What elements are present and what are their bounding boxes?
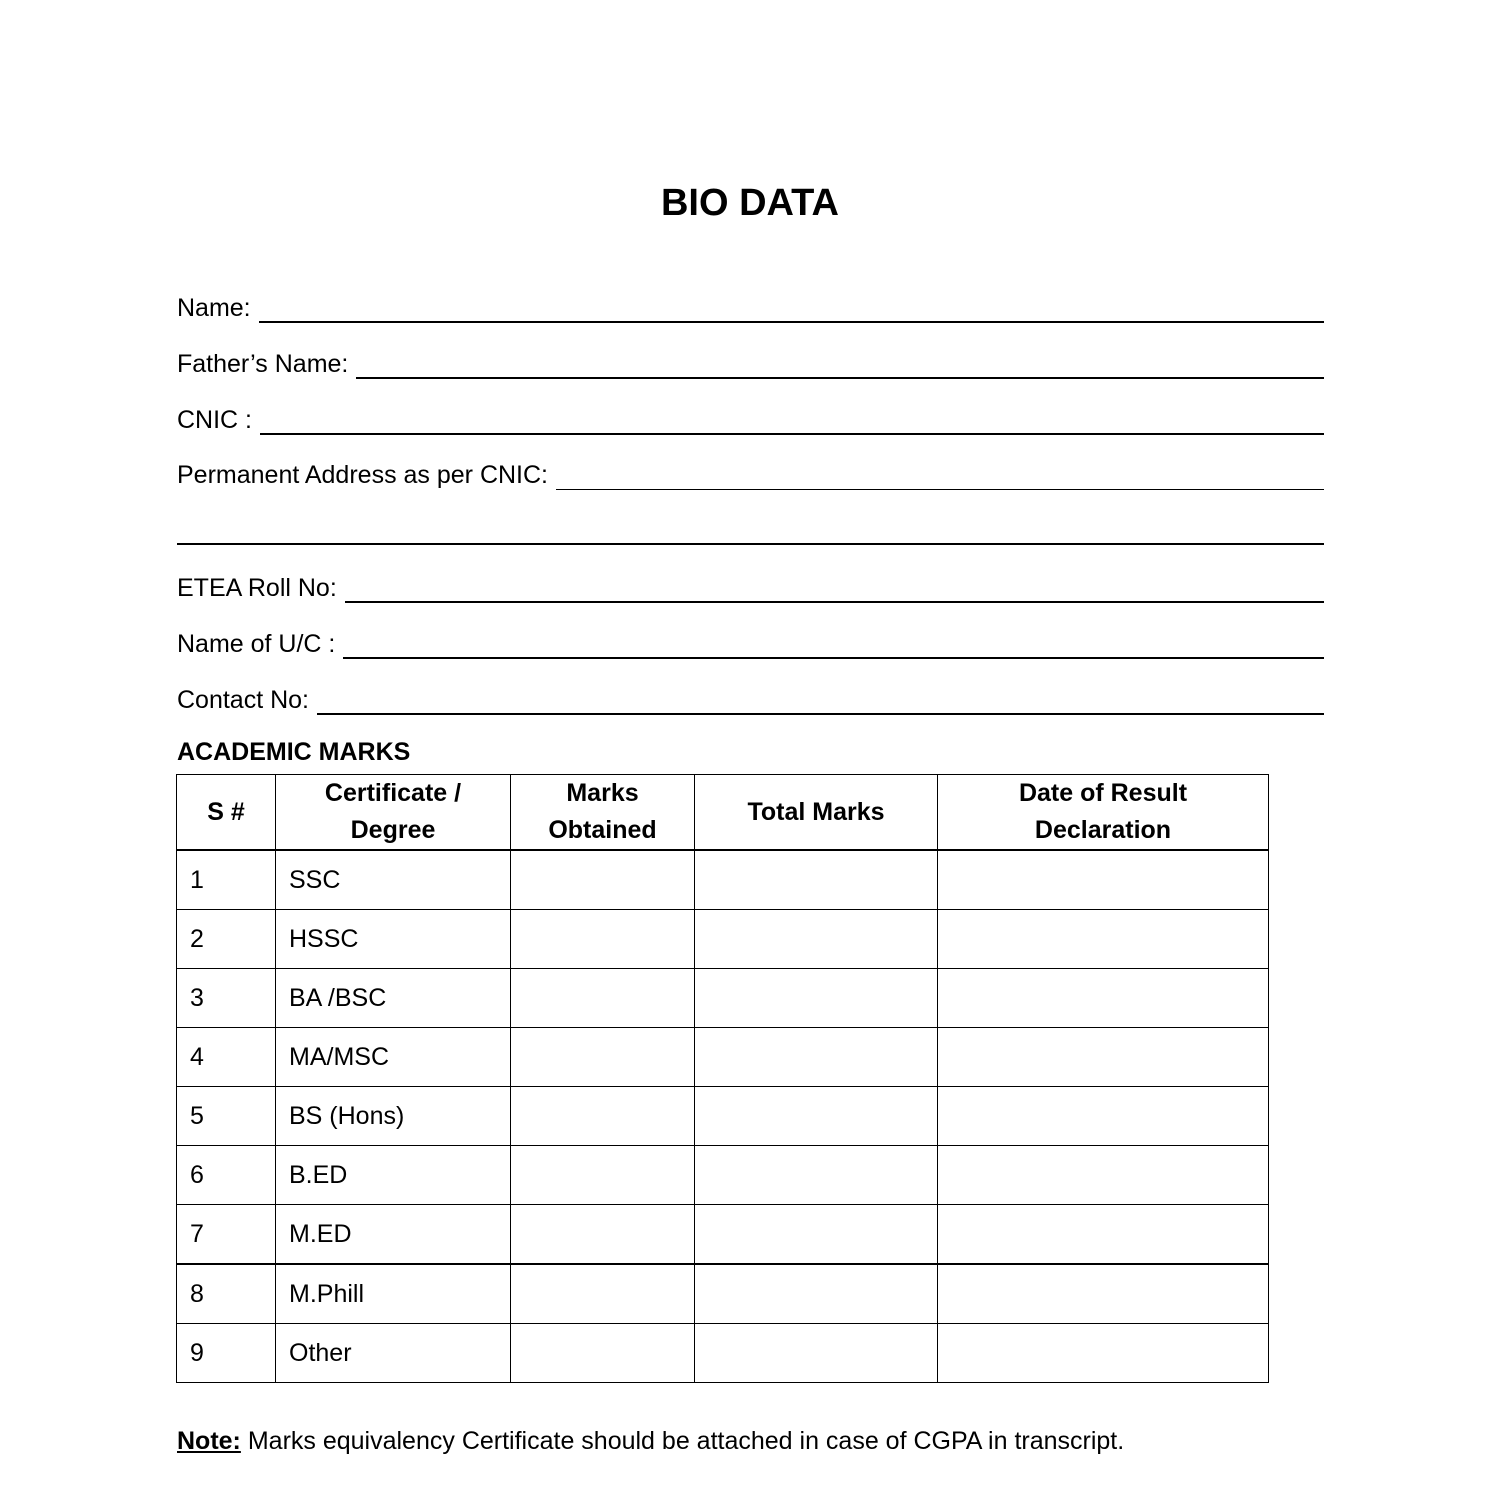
- father-name-input-line[interactable]: [356, 377, 1324, 379]
- cell-marks-obtained[interactable]: [511, 1028, 695, 1087]
- academic-marks-heading: ACADEMIC MARKS: [177, 738, 411, 766]
- uc-name-input-line[interactable]: [343, 657, 1324, 659]
- cell-total-marks[interactable]: [695, 850, 938, 910]
- cell-sno: 7: [177, 1205, 276, 1265]
- cell-result-date[interactable]: [938, 850, 1269, 910]
- cell-marks-obtained[interactable]: [511, 1146, 695, 1205]
- cell-marks-obtained[interactable]: [511, 910, 695, 969]
- cell-total-marks[interactable]: [695, 969, 938, 1028]
- cell-degree: BA /BSC: [276, 969, 511, 1028]
- cell-degree: HSSC: [276, 910, 511, 969]
- header-sno: S #: [177, 775, 276, 851]
- address-field[interactable]: [177, 456, 1324, 490]
- cell-sno: 6: [177, 1146, 276, 1205]
- cell-degree: BS (Hons): [276, 1087, 511, 1146]
- table-row: [177, 910, 1269, 969]
- cell-marks-obtained[interactable]: [511, 850, 695, 910]
- cell-result-date[interactable]: [938, 1205, 1269, 1265]
- cell-result-date[interactable]: [938, 1324, 1269, 1383]
- cell-result-date[interactable]: [938, 969, 1269, 1028]
- etea-roll-field[interactable]: [177, 569, 1324, 603]
- cnic-input-line[interactable]: [260, 433, 1324, 435]
- table-row: [177, 1264, 1269, 1324]
- cell-degree: M.ED: [276, 1205, 511, 1265]
- cell-degree: SSC: [276, 850, 511, 910]
- cell-result-date[interactable]: [938, 1028, 1269, 1087]
- name-label: Name:: [177, 294, 251, 322]
- cell-result-date[interactable]: [938, 910, 1269, 969]
- cell-sno: 5: [177, 1087, 276, 1146]
- cell-marks-obtained[interactable]: [511, 1264, 695, 1324]
- cell-total-marks[interactable]: [695, 1146, 938, 1205]
- table-row: [177, 1205, 1269, 1265]
- academic-marks-table: [176, 774, 1269, 1383]
- table-row: [177, 1028, 1269, 1087]
- uc-name-field[interactable]: [177, 625, 1324, 659]
- contact-field[interactable]: [177, 681, 1324, 715]
- header-total-marks: Total Marks: [695, 775, 938, 851]
- cell-result-date[interactable]: [938, 1264, 1269, 1324]
- name-field[interactable]: [177, 289, 1324, 323]
- contact-label: Contact No:: [177, 686, 310, 714]
- table-row: [177, 1146, 1269, 1205]
- cell-sno: 9: [177, 1324, 276, 1383]
- cell-degree: M.Phill: [276, 1264, 511, 1324]
- etea-roll-input-line[interactable]: [345, 601, 1324, 603]
- table-header-row: [177, 775, 1269, 851]
- etea-roll-label: ETEA Roll No:: [177, 574, 337, 602]
- address-second-line[interactable]: [177, 543, 1324, 545]
- cell-total-marks[interactable]: [695, 1205, 938, 1265]
- header-marks-obtained: Marks Obtained: [511, 775, 695, 851]
- cell-marks-obtained[interactable]: [511, 1087, 695, 1146]
- cell-total-marks[interactable]: [695, 1264, 938, 1324]
- header-date-result: Date of Result Declaration: [938, 775, 1269, 851]
- note-text: Marks equivalency Certificate should be attached in case of CGPA in transcript.: [240, 1427, 1125, 1455]
- father-name-label: Father’s Name:: [177, 350, 349, 378]
- cell-marks-obtained[interactable]: [511, 1205, 695, 1265]
- note-label: Note:: [177, 1427, 241, 1455]
- cell-degree: B.ED: [276, 1146, 511, 1205]
- header-certificate: Certificate / Degree: [276, 775, 511, 851]
- cell-marks-obtained[interactable]: [511, 969, 695, 1028]
- cell-degree: MA/MSC: [276, 1028, 511, 1087]
- name-input-line[interactable]: [259, 321, 1324, 323]
- cell-degree: Other: [276, 1324, 511, 1383]
- footnote: [177, 1427, 1124, 1456]
- cell-marks-obtained[interactable]: [511, 1324, 695, 1383]
- cell-total-marks[interactable]: [695, 910, 938, 969]
- cell-result-date[interactable]: [938, 1087, 1269, 1146]
- address-label: Permanent Address as per CNIC:: [177, 461, 548, 489]
- cell-sno: 4: [177, 1028, 276, 1087]
- table-row: [177, 969, 1269, 1028]
- contact-input-line[interactable]: [317, 713, 1324, 715]
- table-row: [177, 1324, 1269, 1383]
- father-name-field[interactable]: [177, 345, 1324, 379]
- table-row: [177, 1087, 1269, 1146]
- uc-name-label: Name of U/C :: [177, 630, 336, 658]
- cell-sno: 2: [177, 910, 276, 969]
- cell-sno: 3: [177, 969, 276, 1028]
- page-title: BIO DATA: [660, 182, 839, 224]
- table-row: [177, 850, 1269, 910]
- address-input-line[interactable]: [556, 489, 1324, 490]
- cell-total-marks[interactable]: [695, 1087, 938, 1146]
- cell-result-date[interactable]: [938, 1146, 1269, 1205]
- cell-total-marks[interactable]: [695, 1324, 938, 1383]
- cell-total-marks[interactable]: [695, 1028, 938, 1087]
- cnic-field[interactable]: [177, 401, 1324, 435]
- cell-sno: 1: [177, 850, 276, 910]
- cnic-label: CNIC :: [177, 406, 252, 434]
- cell-sno: 8: [177, 1264, 276, 1324]
